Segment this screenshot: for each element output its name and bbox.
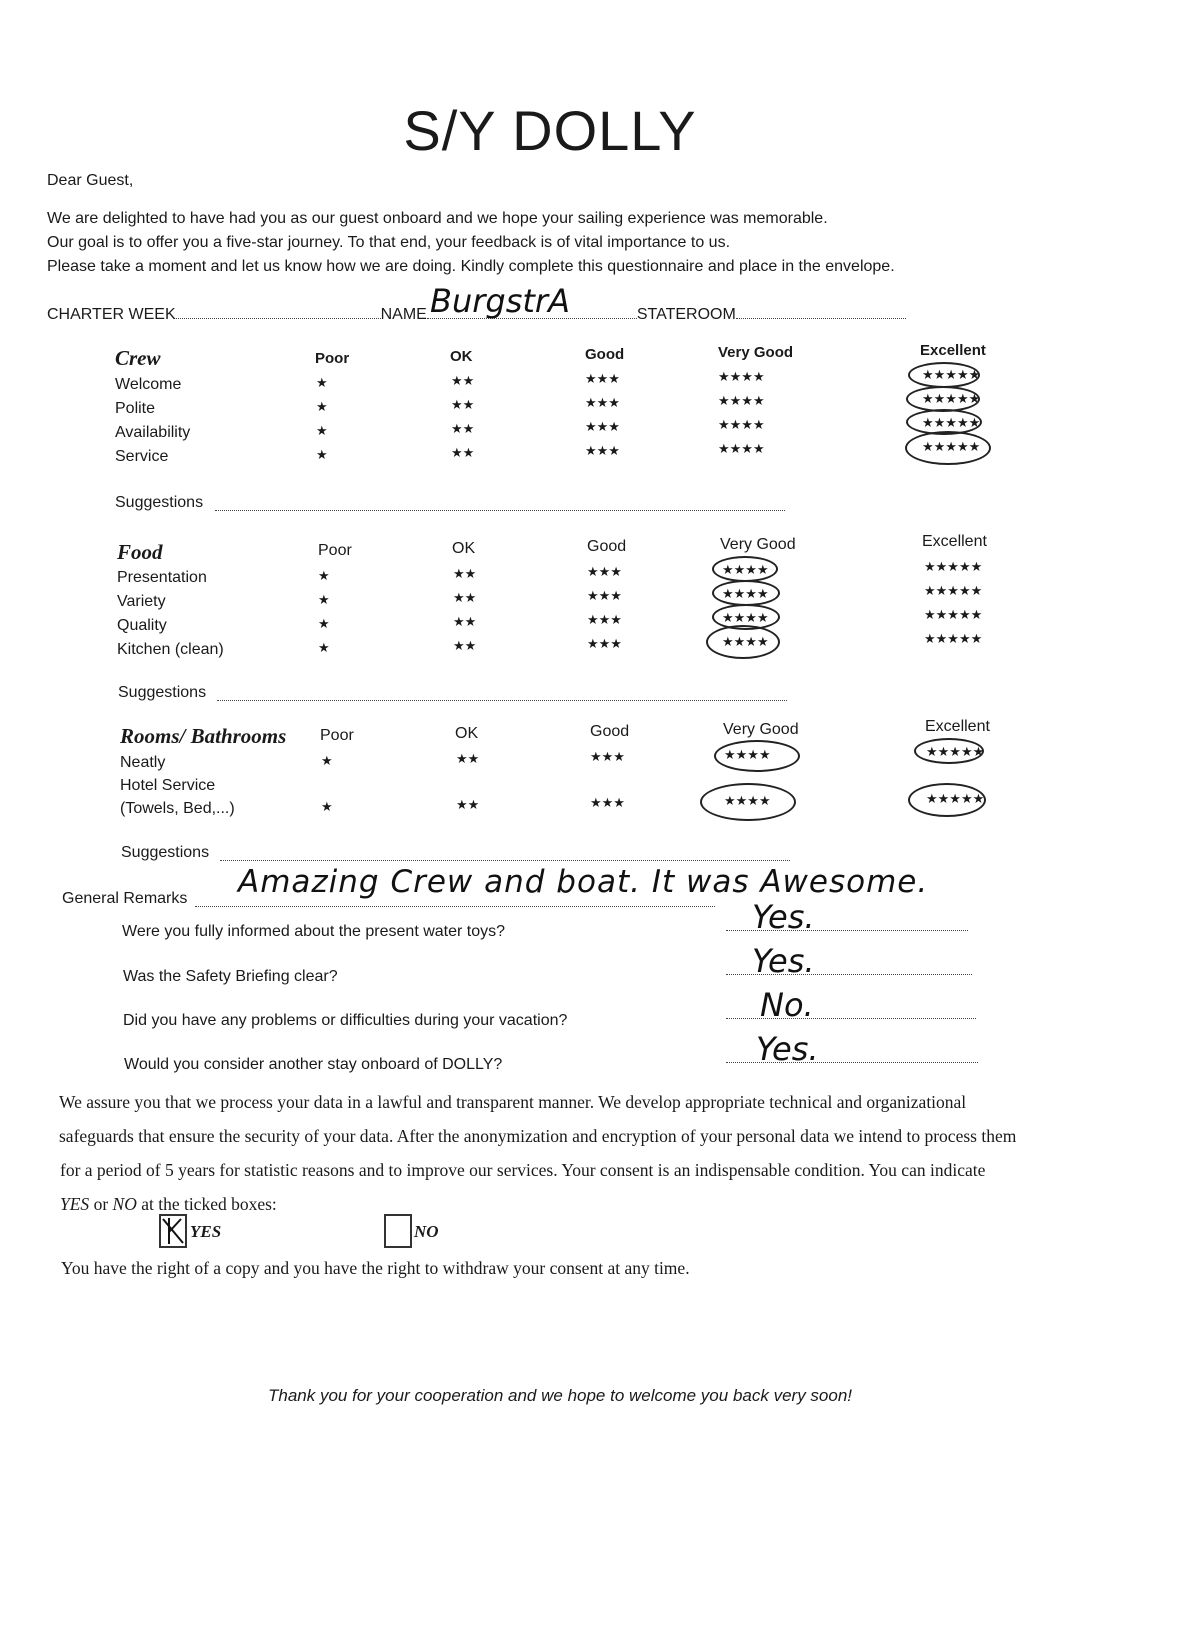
food-suggestions-field[interactable] xyxy=(217,686,787,701)
star-good[interactable]: ★★★ xyxy=(587,588,622,603)
rooms-head-excellent: Excellent xyxy=(925,718,990,735)
star-excellent-selected[interactable]: ★★★★★ xyxy=(926,791,985,806)
rooms-head-good: Good xyxy=(590,723,630,740)
star-poor[interactable]: ★ xyxy=(316,399,328,414)
star-good[interactable]: ★★★ xyxy=(590,795,625,810)
circled-selection xyxy=(914,738,984,764)
food-head-excellent: Excellent xyxy=(922,533,987,550)
food-suggestions-label: Suggestions xyxy=(118,684,207,701)
crew-head-good: Good xyxy=(585,346,625,363)
star-excellent-selected[interactable]: ★★★★★ xyxy=(922,367,981,382)
star-verygood-selected[interactable]: ★★★★ xyxy=(722,634,769,649)
crew-suggestions-label: Suggestions xyxy=(115,494,204,511)
rooms-head-ok: OK xyxy=(455,725,479,742)
section-title-food: Food xyxy=(117,540,163,564)
star-ok[interactable]: ★★ xyxy=(453,590,477,605)
star-verygood-selected[interactable]: ★★★★ xyxy=(724,747,771,762)
star-poor[interactable]: ★ xyxy=(321,799,333,814)
intro-line-2: Our goal is to offer you a five-star journey. To that end, your feedback is of vital importance to us. xyxy=(47,234,731,251)
star-verygood-selected[interactable]: ★★★★ xyxy=(722,610,769,625)
rights-text: You have the right of a copy and you have the right to withdraw your consent at any time. xyxy=(61,1258,690,1278)
star-ok[interactable]: ★★ xyxy=(456,797,480,812)
star-ok[interactable]: ★★ xyxy=(453,614,477,629)
rooms-head-verygood: Very Good xyxy=(723,721,799,738)
star-excellent-selected[interactable]: ★★★★★ xyxy=(922,439,981,454)
circled-selection xyxy=(908,362,980,388)
star-poor[interactable]: ★ xyxy=(318,616,330,631)
star-verygood-selected[interactable]: ★★★★ xyxy=(722,562,769,577)
star-good[interactable]: ★★★ xyxy=(587,564,622,579)
star-verygood[interactable]: ★★★★ xyxy=(718,441,765,456)
star-excellent[interactable]: ★★★★★ xyxy=(924,583,983,598)
crew-row-label: Polite xyxy=(115,400,156,417)
privacy-line: for a period of 5 years for statistic reasons and to improve our services. Your consent is an indispensable condition. You can indicate xyxy=(60,1160,986,1180)
question-text: Did you have any problems or difficulties during your vacation? xyxy=(123,1012,568,1029)
food-row-label: Quality xyxy=(117,617,167,634)
question-text: Was the Safety Briefing clear? xyxy=(123,968,338,985)
crew-row-label: Welcome xyxy=(115,376,182,393)
charter-week-label: CHARTER WEEK xyxy=(47,306,176,323)
star-poor[interactable]: ★ xyxy=(318,640,330,655)
circled-selection xyxy=(712,556,778,582)
rooms-suggestions-field[interactable] xyxy=(220,846,790,861)
food-row-label: Variety xyxy=(117,593,166,610)
general-remarks-label: General Remarks xyxy=(62,890,188,907)
star-excellent-selected[interactable]: ★★★★★ xyxy=(926,744,985,759)
circled-selection xyxy=(905,431,991,465)
answer-handwritten: No. xyxy=(760,986,814,1024)
crew-head-poor: Poor xyxy=(315,350,350,367)
privacy-line: We assure you that we process your data in a lawful and transparent manner. We develop appropriate technical and organizational xyxy=(59,1092,967,1112)
rooms-row-label: Neatly xyxy=(120,754,166,771)
checkmark-x-icon xyxy=(161,1216,185,1246)
crew-row-label: Service xyxy=(115,448,169,465)
crew-head-ok: OK xyxy=(450,348,473,365)
privacy-rest: at the ticked boxes: xyxy=(136,1194,277,1214)
consent-yes-checkbox[interactable] xyxy=(159,1214,187,1248)
privacy-yes-word: YES xyxy=(60,1194,90,1214)
name-label: NAME xyxy=(380,306,427,323)
crew-head-verygood: Very Good xyxy=(718,344,794,361)
star-poor[interactable]: ★ xyxy=(318,592,330,607)
charter-week-field[interactable] xyxy=(176,304,381,319)
food-head-good: Good xyxy=(587,538,627,555)
star-excellent[interactable]: ★★★★★ xyxy=(924,631,983,646)
star-poor[interactable]: ★ xyxy=(321,753,333,768)
food-row-label: Kitchen (clean) xyxy=(117,641,224,658)
answer-handwritten: Yes. xyxy=(756,1030,819,1068)
star-excellent-selected[interactable]: ★★★★★ xyxy=(922,391,981,406)
circled-selection xyxy=(712,580,780,606)
star-good[interactable]: ★★★ xyxy=(585,395,620,410)
star-verygood[interactable]: ★★★★ xyxy=(718,369,765,384)
rooms-row-label-2: (Towels, Bed,...) xyxy=(120,800,235,817)
name-handwritten: BurgstrA xyxy=(430,282,570,320)
consent-no-label: NO xyxy=(414,1222,439,1241)
crew-head-excellent: Excellent xyxy=(920,342,986,359)
stateroom-label: STATEROOM xyxy=(636,306,736,323)
star-good[interactable]: ★★★ xyxy=(585,443,620,458)
star-ok[interactable]: ★★ xyxy=(453,566,477,581)
star-verygood-selected[interactable]: ★★★★ xyxy=(724,793,771,808)
answer-handwritten: Yes. xyxy=(752,942,815,980)
star-good[interactable]: ★★★ xyxy=(585,371,620,386)
star-excellent[interactable]: ★★★★★ xyxy=(924,559,983,574)
star-ok[interactable]: ★★ xyxy=(451,373,475,388)
document-title: S/Y DOLLY xyxy=(403,99,697,162)
crew-suggestions-field[interactable] xyxy=(215,496,785,511)
star-good[interactable]: ★★★ xyxy=(585,419,620,434)
star-ok[interactable]: ★★ xyxy=(451,397,475,412)
star-good[interactable]: ★★★ xyxy=(590,749,625,764)
star-good[interactable]: ★★★ xyxy=(587,612,622,627)
star-verygood-selected[interactable]: ★★★★ xyxy=(722,586,769,601)
food-row-label: Presentation xyxy=(117,569,207,586)
star-ok[interactable]: ★★ xyxy=(453,638,477,653)
star-excellent[interactable]: ★★★★★ xyxy=(924,607,983,622)
consent-yes-label: YES xyxy=(190,1222,222,1241)
crew-row-label: Availability xyxy=(115,424,191,441)
star-ok[interactable]: ★★ xyxy=(456,751,480,766)
circled-selection xyxy=(706,625,780,659)
star-ok[interactable]: ★★ xyxy=(451,445,475,460)
star-poor[interactable]: ★ xyxy=(316,447,328,462)
star-verygood[interactable]: ★★★★ xyxy=(718,417,765,432)
star-poor[interactable]: ★ xyxy=(316,375,328,390)
rooms-suggestions-label: Suggestions xyxy=(121,844,210,861)
circled-selection xyxy=(700,783,796,821)
answer-handwritten: Yes. xyxy=(752,898,815,936)
privacy-line: safeguards that ensure the security of your data. After the anonymization and encryption of your personal data we intend to process them xyxy=(59,1126,1017,1146)
circled-selection xyxy=(714,740,800,772)
section-title-crew: Crew xyxy=(115,346,161,370)
star-good[interactable]: ★★★ xyxy=(587,636,622,651)
food-head-poor: Poor xyxy=(318,542,352,559)
star-poor[interactable]: ★ xyxy=(318,568,330,583)
privacy-or: or xyxy=(89,1194,113,1214)
stateroom-field[interactable] xyxy=(736,304,906,319)
intro-line-3: Please take a moment and let us know how we are doing. Kindly complete this questionnaire and place in the envelope. xyxy=(47,258,895,275)
question-text: Were you fully informed about the present water toys? xyxy=(122,923,506,940)
footer-thank-you: Thank you for your cooperation and we hope to welcome you back very soon! xyxy=(268,1386,853,1405)
privacy-no-word: NO xyxy=(112,1194,137,1214)
privacy-last-line xyxy=(60,1194,277,1215)
section-title-rooms: Rooms/ Bathrooms xyxy=(120,724,287,748)
star-ok[interactable]: ★★ xyxy=(451,421,475,436)
question-text: Would you consider another stay onboard of DOLLY? xyxy=(124,1056,503,1073)
circled-selection xyxy=(908,783,986,817)
intro-line-1: We are delighted to have had you as our guest onboard and we hope your sailing experience was memorable. xyxy=(47,210,828,227)
star-verygood[interactable]: ★★★★ xyxy=(718,393,765,408)
general-remarks-handwritten: Amazing Crew and boat. It was Awesome. xyxy=(238,864,929,900)
food-head-ok: OK xyxy=(452,540,476,557)
consent-no-checkbox[interactable] xyxy=(384,1214,412,1248)
greeting: Dear Guest, xyxy=(47,172,134,189)
rooms-head-poor: Poor xyxy=(320,727,354,744)
star-poor[interactable]: ★ xyxy=(316,423,328,438)
star-excellent-selected[interactable]: ★★★★★ xyxy=(922,415,981,430)
food-head-verygood: Very Good xyxy=(720,536,796,553)
rooms-row-label: Hotel Service xyxy=(120,777,216,794)
